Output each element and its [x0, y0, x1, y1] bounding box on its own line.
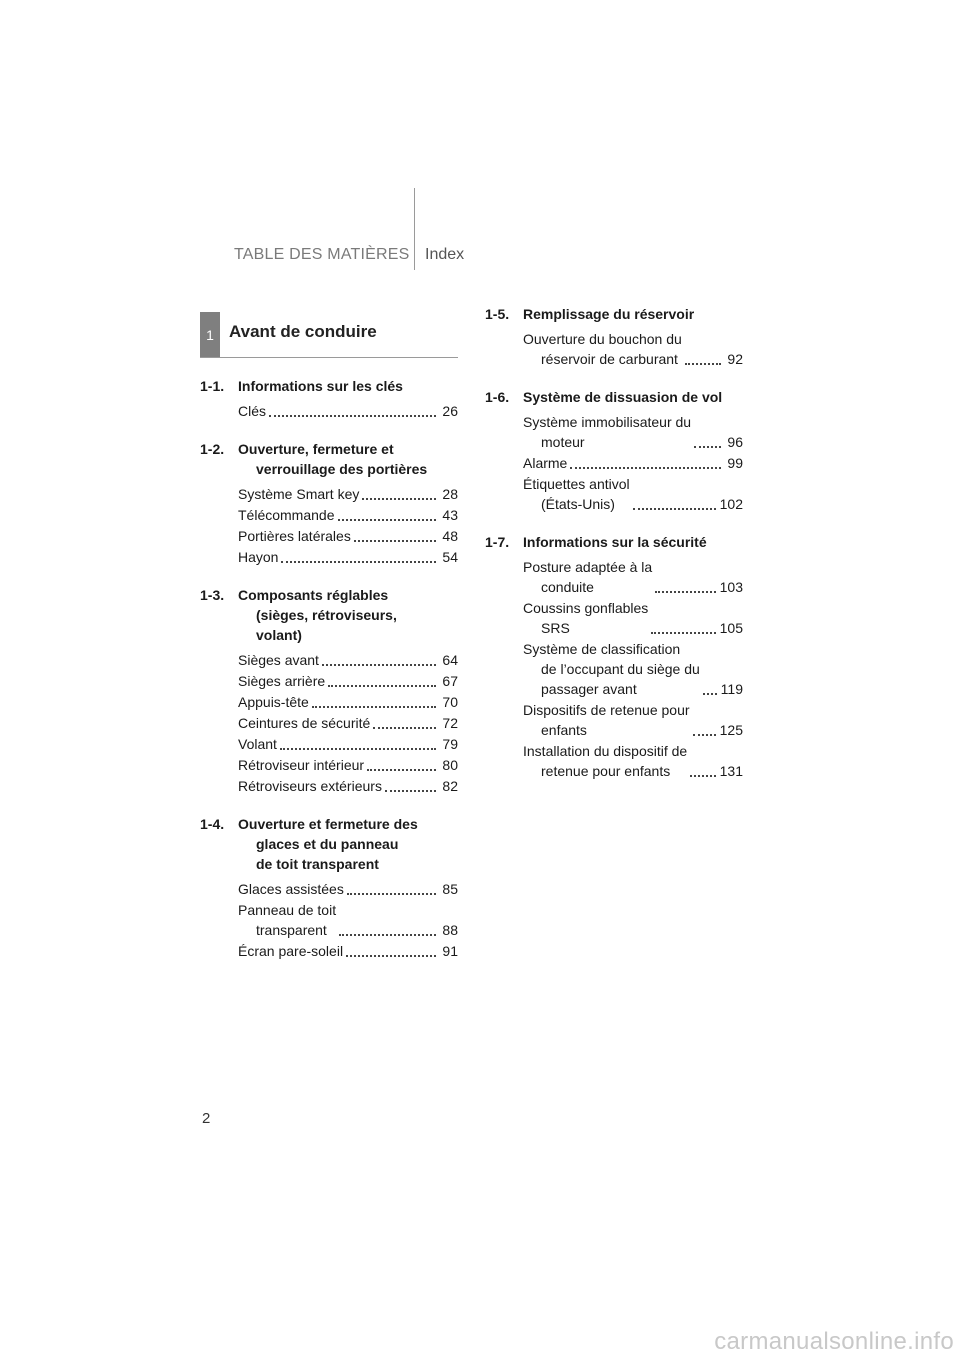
- dot-leader: [328, 685, 436, 687]
- page-number: 2: [202, 1110, 211, 1127]
- section-number: 1-4.: [200, 816, 225, 832]
- entry-page-number: 54: [442, 549, 458, 565]
- toc-entry[interactable]: [238, 713, 458, 733]
- toc-entry[interactable]: [523, 474, 743, 514]
- toc-entry[interactable]: [238, 776, 458, 796]
- entry-label-line: Ceintures de sécurité: [238, 715, 371, 731]
- entry-page-number: 48: [442, 528, 458, 544]
- section-heading[interactable]: [200, 585, 458, 645]
- dot-leader: [312, 706, 436, 708]
- section-title-line: Ouverture, fermeture et: [238, 441, 394, 457]
- toc-section: [200, 376, 458, 421]
- section-title-line: Composants réglables: [238, 587, 389, 603]
- toc-entry[interactable]: [238, 734, 458, 754]
- toc-entry[interactable]: [238, 401, 458, 421]
- entry-label-line: Sièges arrière: [238, 673, 326, 689]
- entry-label-line: Alarme: [523, 455, 568, 471]
- entry-label-line: conduite: [541, 579, 594, 595]
- entry-label-line: transparent: [256, 922, 327, 938]
- dot-leader: [338, 519, 437, 521]
- entry-page-number: 70: [442, 694, 458, 710]
- entry-label-line: enfants: [541, 722, 587, 738]
- section-number: 1-7.: [485, 534, 510, 550]
- entry-page-number: 102: [719, 496, 743, 512]
- entry-label-line: Posture adaptée à la: [523, 559, 653, 575]
- section-heading[interactable]: [485, 304, 743, 324]
- toc-entry[interactable]: [523, 598, 743, 638]
- entry-page-number: 80: [442, 757, 458, 773]
- entry-label-line: Glaces assistées: [238, 881, 344, 897]
- header-divider: [414, 188, 415, 270]
- toc-link[interactable]: TABLE DES MATIÈRES: [234, 246, 410, 263]
- entry-label-line: Installation du dispositif de: [523, 743, 688, 759]
- chapter-header: [200, 312, 458, 358]
- entry-page-number: 131: [719, 763, 743, 779]
- section-number: 1-2.: [200, 441, 225, 457]
- entry-page-number: 91: [442, 943, 458, 959]
- toc-entry[interactable]: [238, 755, 458, 775]
- dot-leader: [690, 775, 715, 777]
- chapter-number-tab: 1: [200, 312, 220, 357]
- toc-section: [485, 532, 743, 781]
- toc-entry[interactable]: [523, 700, 743, 740]
- entry-label-line: Étiquettes antivol: [523, 476, 630, 492]
- entry-page-number: 43: [442, 507, 458, 523]
- entry-page-number: 119: [720, 681, 743, 697]
- toc-column-left: [200, 376, 458, 979]
- entry-label-line: Télécommande: [238, 507, 335, 523]
- index-link[interactable]: Index: [425, 246, 465, 263]
- entry-label-line: Appuis-tête: [238, 694, 309, 710]
- watermark: carmanualsonline.info: [714, 1328, 954, 1355]
- toc-column-right: [485, 304, 743, 799]
- dot-leader: [633, 508, 716, 510]
- dot-leader: [367, 769, 436, 771]
- toc-entry[interactable]: [238, 484, 458, 504]
- toc-entry[interactable]: [523, 741, 743, 781]
- dot-leader: [694, 446, 721, 448]
- dot-leader: [373, 727, 436, 729]
- chapter-title: Avant de conduire: [229, 322, 377, 341]
- toc-section: [485, 387, 743, 514]
- section-title-line: Système de dissuasion de vol: [523, 389, 723, 405]
- toc-entry[interactable]: [523, 412, 743, 452]
- entry-label-line: de l’occupant du siège du: [541, 661, 700, 677]
- section-title-line: volant): [256, 627, 302, 643]
- entry-page-number: 64: [442, 652, 458, 668]
- section-heading[interactable]: [200, 439, 458, 479]
- toc-entry[interactable]: [238, 941, 458, 961]
- section-title-line: (sièges, rétroviseurs,: [256, 607, 397, 623]
- dot-leader: [322, 664, 436, 666]
- dot-leader: [693, 734, 716, 736]
- toc-entry[interactable]: [523, 453, 743, 473]
- toc-entry[interactable]: [238, 547, 458, 567]
- entry-label-line: Coussins gonflables: [523, 600, 649, 616]
- toc-entry[interactable]: [238, 526, 458, 546]
- entry-page-number: 82: [442, 778, 458, 794]
- section-title-line: glaces et du panneau: [256, 836, 399, 852]
- section-number: 1-6.: [485, 389, 510, 405]
- toc-entry[interactable]: [238, 879, 458, 899]
- entry-label-line: passager avant: [541, 681, 637, 697]
- section-heading[interactable]: [485, 387, 743, 407]
- dot-leader: [281, 561, 436, 563]
- entry-label-line: Clés: [238, 403, 267, 419]
- entry-label-line: Système immobilisateur du: [523, 414, 692, 430]
- entry-label-line: Rétroviseur intérieur: [238, 757, 365, 773]
- section-number: 1-5.: [485, 306, 510, 322]
- entry-label-line: retenue pour enfants: [541, 763, 671, 779]
- entry-label-line: SRS: [541, 620, 570, 636]
- dot-leader: [269, 415, 436, 417]
- section-title-line: de toit transparent: [256, 856, 379, 872]
- section-title-line: Ouverture et fermeture des: [238, 816, 418, 832]
- section-title-line: verrouillage des portières: [256, 461, 428, 477]
- toc-section: [200, 814, 458, 961]
- entry-label-line: Dispositifs de retenue pour: [523, 702, 690, 718]
- entry-page-number: 26: [442, 403, 458, 419]
- entry-page-number: 96: [727, 434, 743, 450]
- entry-label-line: Ouverture du bouchon du: [523, 331, 682, 347]
- dot-leader: [362, 498, 436, 500]
- toc-entry[interactable]: [523, 639, 743, 699]
- section-heading[interactable]: [200, 814, 458, 874]
- entry-label-line: Système Smart key: [238, 486, 360, 502]
- entry-page-number: 79: [442, 736, 458, 752]
- entry-page-number: 99: [727, 455, 743, 471]
- entry-page-number: 28: [442, 486, 458, 502]
- entry-page-number: 88: [442, 922, 458, 938]
- section-title-line: Informations sur les clés: [238, 378, 403, 394]
- entry-page-number: 105: [719, 620, 743, 636]
- entry-label-line: Panneau de toit: [238, 902, 337, 918]
- entry-label-line: Portières latérales: [238, 528, 351, 544]
- toc-section: [200, 439, 458, 567]
- dot-leader: [385, 790, 436, 792]
- toc-entry[interactable]: [238, 671, 458, 691]
- toc-entry[interactable]: [238, 505, 458, 525]
- dot-leader: [354, 540, 436, 542]
- dot-leader: [347, 893, 436, 895]
- dot-leader: [703, 693, 717, 695]
- entry-page-number: 92: [727, 351, 743, 367]
- entry-page-number: 125: [719, 722, 743, 738]
- section-heading[interactable]: [485, 532, 743, 552]
- entry-label-line: Écran pare-soleil: [238, 943, 344, 959]
- entry-label-line: moteur: [541, 434, 585, 450]
- entry-page-number: 67: [442, 673, 458, 689]
- entry-label-line: Rétroviseurs extérieurs: [238, 778, 382, 794]
- section-number: 1-3.: [200, 587, 225, 603]
- entry-label-line: Volant: [238, 736, 277, 752]
- toc-entry[interactable]: [523, 329, 743, 369]
- entry-label-line: Système de classification: [523, 641, 681, 657]
- toc-entry[interactable]: [238, 650, 458, 670]
- toc-section: [200, 585, 458, 796]
- entry-label-line: Sièges avant: [238, 652, 319, 668]
- dot-leader: [655, 591, 715, 593]
- dot-leader: [570, 467, 721, 469]
- section-title-line: Remplissage du réservoir: [523, 306, 695, 322]
- toc-section: [485, 304, 743, 369]
- entry-page-number: 103: [719, 579, 743, 595]
- entry-label-line: réservoir de carburant: [541, 351, 678, 367]
- entry-label-line: Hayon: [238, 549, 279, 565]
- entry-page-number: 85: [442, 881, 458, 897]
- dot-leader: [339, 934, 436, 936]
- dot-leader: [651, 632, 715, 634]
- entry-page-number: 72: [442, 715, 458, 731]
- toc-entry[interactable]: [238, 900, 458, 940]
- section-title-line: Informations sur la sécurité: [523, 534, 707, 550]
- toc-entry[interactable]: [523, 557, 743, 597]
- dot-leader: [685, 363, 721, 365]
- section-heading[interactable]: [200, 376, 458, 396]
- dot-leader: [346, 955, 436, 957]
- entry-label-line: (États-Unis): [541, 496, 615, 512]
- toc-entry[interactable]: [238, 692, 458, 712]
- dot-leader: [280, 748, 436, 750]
- section-number: 1-1.: [200, 378, 225, 394]
